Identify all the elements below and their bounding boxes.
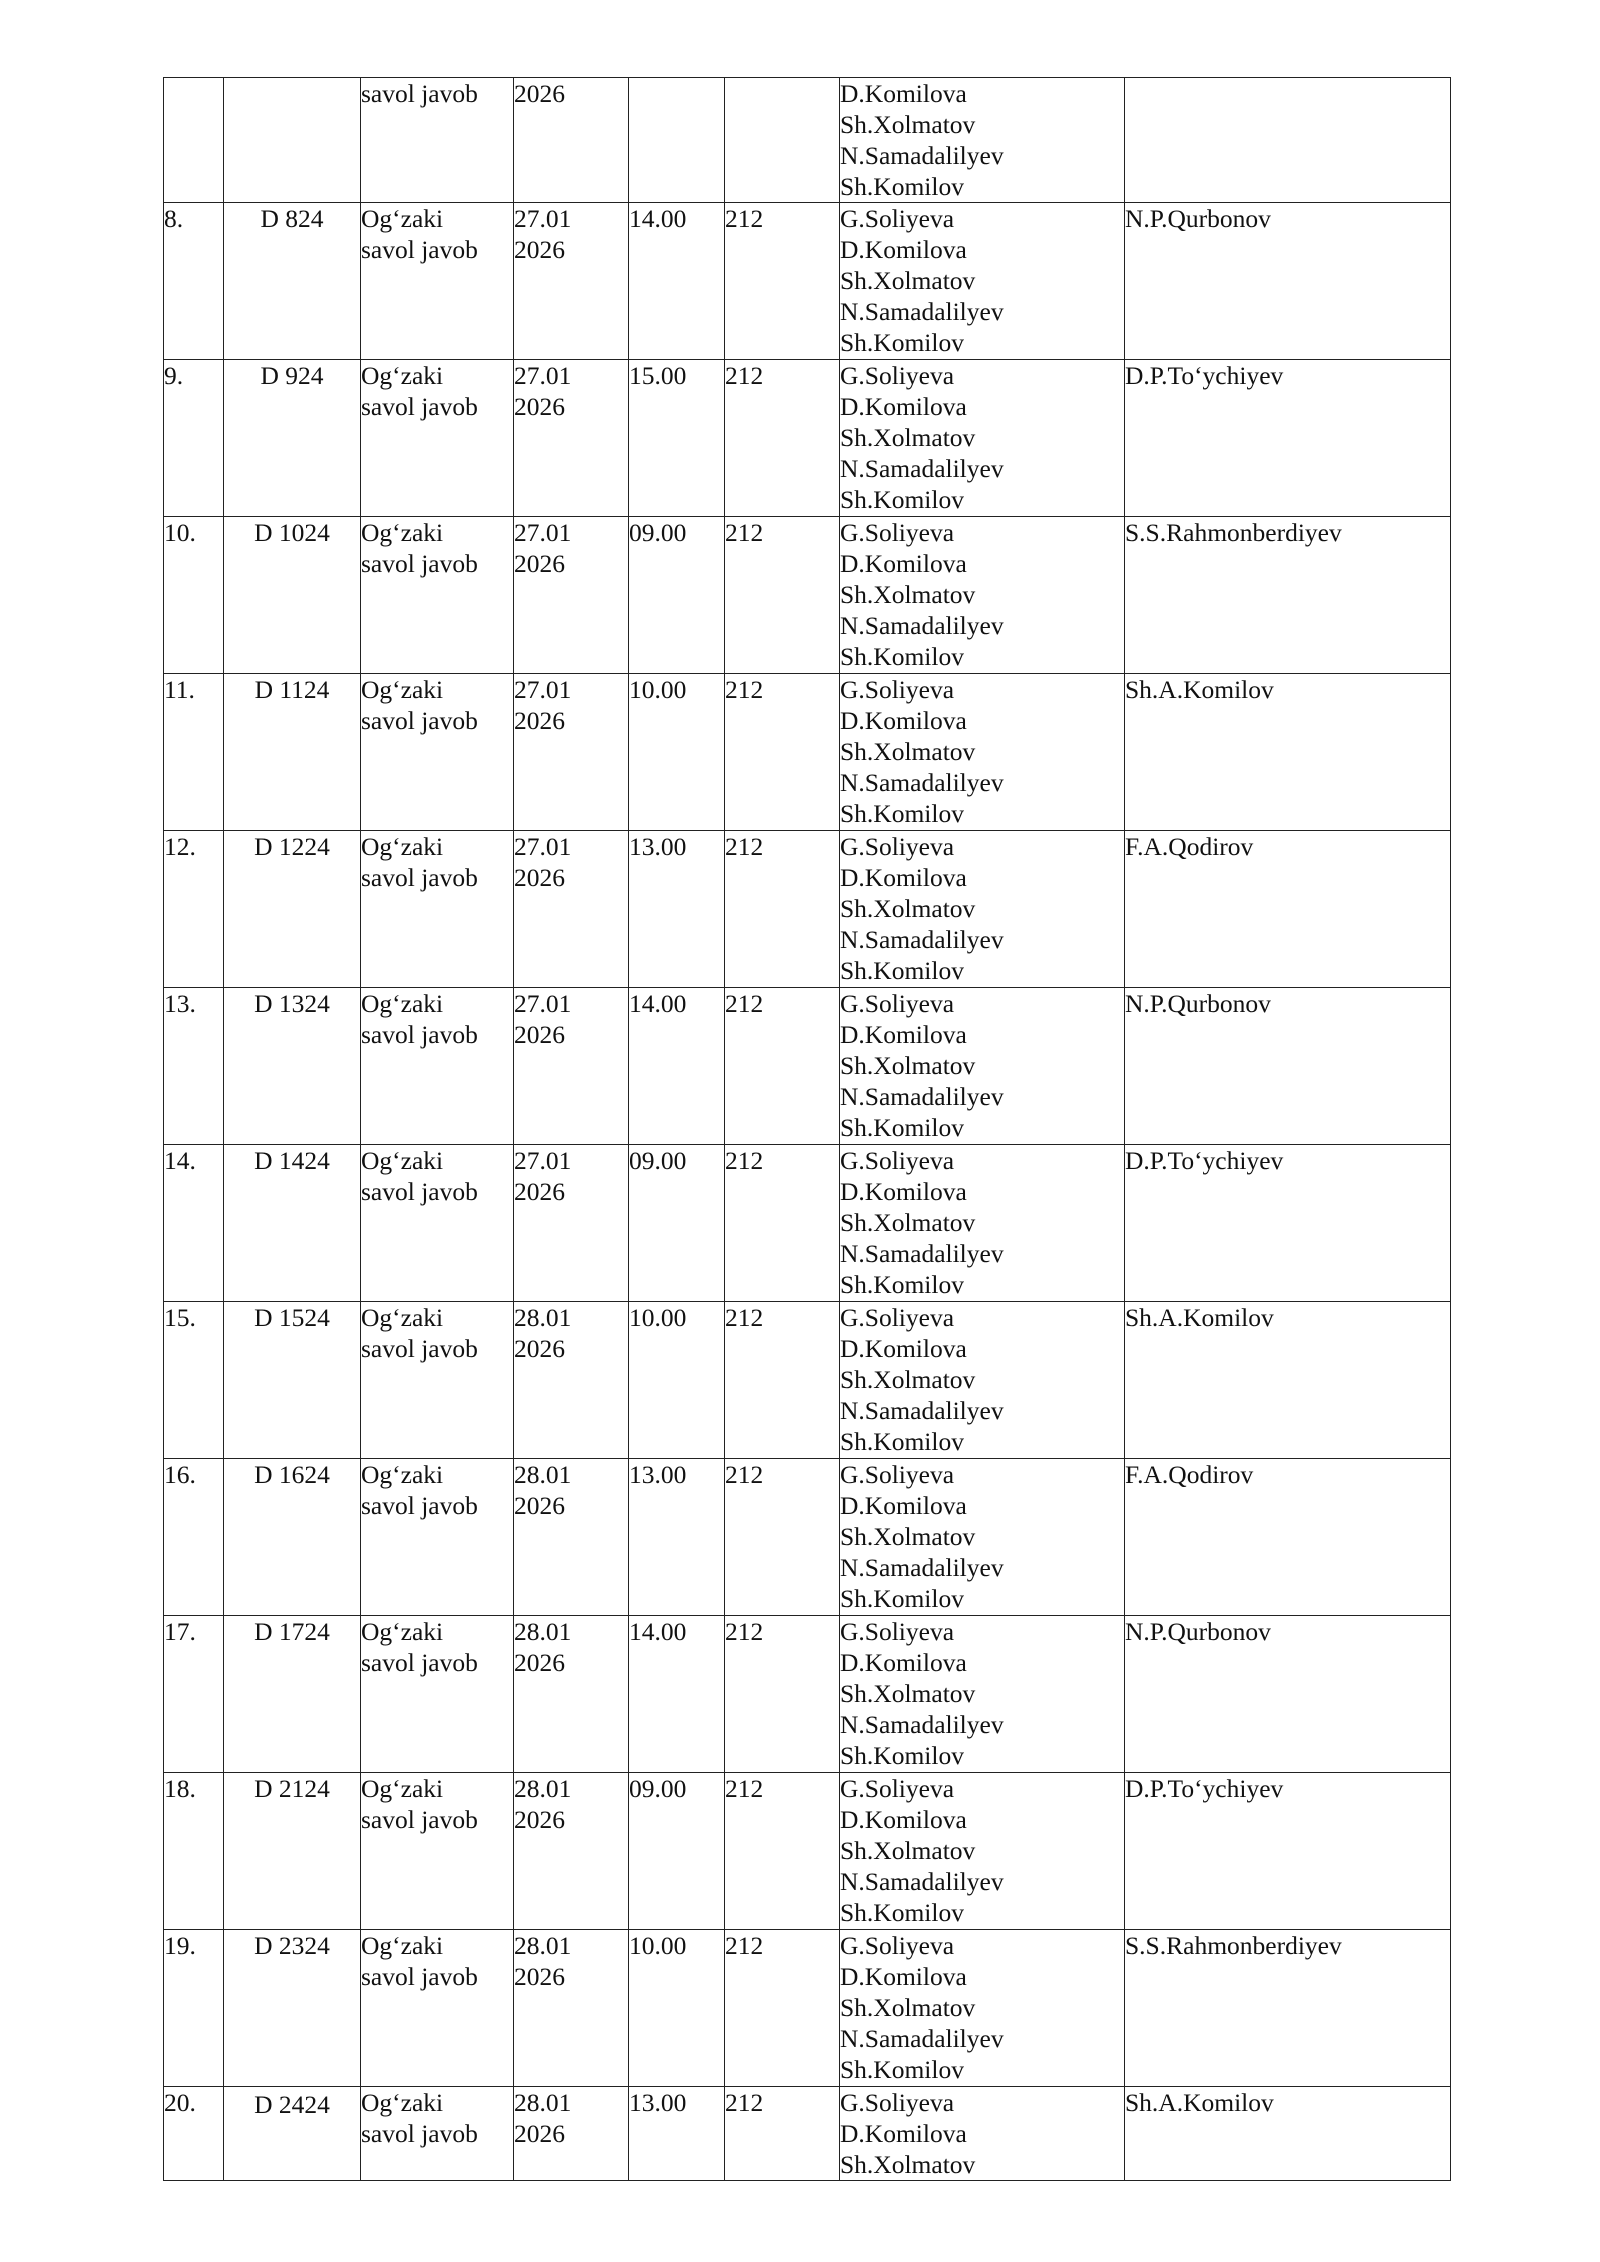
assessment-type-line: Og‘zaki — [361, 675, 444, 704]
committee-member: Sh.Xolmatov — [840, 737, 976, 766]
assessment-type-line: savol javob — [361, 1962, 478, 1991]
assessment-type-line: savol javob — [361, 706, 478, 735]
assessment-type-line: Og‘zaki — [361, 1460, 444, 1489]
committee-member: D.Komilova — [840, 863, 967, 892]
teacher-cell: F.A.Qodirov — [1125, 831, 1451, 988]
time-cell: 09.00 — [629, 1145, 725, 1302]
table-row — [164, 1616, 1451, 1773]
committee-member: N.Samadalilyev — [840, 1867, 1004, 1896]
room-cell: 212 — [725, 1930, 840, 2087]
time-cell: 10.00 — [629, 674, 725, 831]
date-cell — [514, 1302, 629, 1459]
committee-member: Sh.Komilov — [840, 2055, 964, 2084]
time-cell: 13.00 — [629, 2087, 725, 2181]
committee-member: N.Samadalilyev — [840, 1553, 1004, 1582]
assessment-type-line: Og‘zaki — [361, 1931, 444, 1960]
date-line: 2026 — [514, 79, 565, 108]
date-line: 2026 — [514, 1177, 565, 1206]
row-number-cell: 12. — [164, 831, 224, 988]
teacher-cell: D.P.To‘ychiyev — [1125, 1145, 1451, 1302]
committee-cell — [840, 78, 1125, 203]
time-cell: 10.00 — [629, 1930, 725, 2087]
committee-member: Sh.Xolmatov — [840, 1522, 976, 1551]
committee-member: Sh.Xolmatov — [840, 1208, 976, 1237]
committee-cell — [840, 1773, 1125, 1930]
committee-member: D.Komilova — [840, 1491, 967, 1520]
assessment-type-cell — [361, 831, 514, 988]
date-line: 2026 — [514, 1805, 565, 1834]
committee-member: G.Soliyeva — [840, 1617, 955, 1646]
teacher-cell: S.S.Rahmonberdiyev — [1125, 517, 1451, 674]
assessment-type-cell — [361, 674, 514, 831]
committee-member: G.Soliyeva — [840, 989, 955, 1018]
date-line: 27.01 — [514, 518, 572, 547]
committee-member: Sh.Komilov — [840, 172, 964, 201]
date-cell — [514, 78, 629, 203]
row-number-cell — [164, 78, 224, 203]
room-cell: 212 — [725, 1302, 840, 1459]
committee-member: G.Soliyeva — [840, 361, 955, 390]
assessment-type-line: savol javob — [361, 1805, 478, 1834]
committee-member: G.Soliyeva — [840, 2088, 955, 2117]
committee-cell — [840, 360, 1125, 517]
assessment-type-line: savol javob — [361, 1648, 478, 1677]
date-line: 2026 — [514, 863, 565, 892]
committee-member: D.Komilova — [840, 549, 967, 578]
table-row — [164, 1930, 1451, 2087]
committee-member: G.Soliyeva — [840, 832, 955, 861]
time-cell: 13.00 — [629, 1459, 725, 1616]
group-cell: D 1124 — [224, 674, 361, 831]
committee-cell — [840, 1616, 1125, 1773]
assessment-type-line: Og‘zaki — [361, 1774, 444, 1803]
row-number-cell: 16. — [164, 1459, 224, 1616]
row-number-cell: 8. — [164, 203, 224, 360]
assessment-type-line: savol javob — [361, 1177, 478, 1206]
date-cell — [514, 1145, 629, 1302]
room-cell: 212 — [725, 1145, 840, 1302]
row-number-cell: 19. — [164, 1930, 224, 2087]
date-line: 28.01 — [514, 1774, 572, 1803]
table-row — [164, 831, 1451, 988]
date-cell — [514, 1773, 629, 1930]
room-cell: 212 — [725, 1616, 840, 1773]
committee-member: G.Soliyeva — [840, 1460, 955, 1489]
date-line: 2026 — [514, 549, 565, 578]
committee-member: N.Samadalilyev — [840, 925, 1004, 954]
assessment-type-line: savol javob — [361, 1491, 478, 1520]
table-row — [164, 1145, 1451, 1302]
date-line: 27.01 — [514, 204, 572, 233]
group-cell: D 1224 — [224, 831, 361, 988]
committee-cell — [840, 674, 1125, 831]
time-cell — [629, 78, 725, 203]
time-cell: 09.00 — [629, 517, 725, 674]
teacher-cell: N.P.Qurbonov — [1125, 203, 1451, 360]
committee-member: D.Komilova — [840, 1334, 967, 1363]
group-cell: D 1624 — [224, 1459, 361, 1616]
room-cell: 212 — [725, 988, 840, 1145]
teacher-cell: N.P.Qurbonov — [1125, 1616, 1451, 1773]
table-row — [164, 674, 1451, 831]
assessment-type-line: Og‘zaki — [361, 1303, 444, 1332]
table-row — [164, 1459, 1451, 1616]
committee-cell — [840, 988, 1125, 1145]
date-line: 27.01 — [514, 832, 572, 861]
date-cell — [514, 1616, 629, 1773]
group-cell: D 824 — [224, 203, 361, 360]
committee-member: N.Samadalilyev — [840, 1710, 1004, 1739]
date-line: 28.01 — [514, 1460, 572, 1489]
assessment-type-cell — [361, 1773, 514, 1930]
committee-member: G.Soliyeva — [840, 518, 955, 547]
committee-member: Sh.Xolmatov — [840, 110, 976, 139]
teacher-cell: D.P.To‘ychiyev — [1125, 1773, 1451, 1930]
committee-member: Sh.Xolmatov — [840, 1993, 976, 2022]
committee-member: Sh.Xolmatov — [840, 2150, 976, 2179]
date-line: 27.01 — [514, 675, 572, 704]
date-line: 28.01 — [514, 1303, 572, 1332]
room-cell: 212 — [725, 2087, 840, 2181]
teacher-cell: Sh.A.Komilov — [1125, 1302, 1451, 1459]
committee-member: G.Soliyeva — [840, 1931, 955, 1960]
table-row — [164, 2087, 1451, 2181]
table-row — [164, 517, 1451, 674]
assessment-type-line: Og‘zaki — [361, 518, 444, 547]
row-number-cell: 14. — [164, 1145, 224, 1302]
group-cell: D 1724 — [224, 1616, 361, 1773]
room-cell: 212 — [725, 360, 840, 517]
committee-member: Sh.Xolmatov — [840, 1836, 976, 1865]
row-number-cell: 9. — [164, 360, 224, 517]
committee-member: Sh.Komilov — [840, 1741, 964, 1770]
assessment-type-cell — [361, 360, 514, 517]
committee-member: G.Soliyeva — [840, 204, 955, 233]
committee-member: Sh.Xolmatov — [840, 1051, 976, 1080]
date-line: 2026 — [514, 1491, 565, 1520]
committee-member: N.Samadalilyev — [840, 768, 1004, 797]
time-cell: 09.00 — [629, 1773, 725, 1930]
date-cell — [514, 831, 629, 988]
assessment-type-line: Og‘zaki — [361, 204, 444, 233]
time-cell: 14.00 — [629, 203, 725, 360]
assessment-type-line: savol javob — [361, 392, 478, 421]
group-cell: D 2324 — [224, 1930, 361, 2087]
date-cell — [514, 674, 629, 831]
row-number-cell: 17. — [164, 1616, 224, 1773]
committee-member: D.Komilova — [840, 1020, 967, 1049]
table-row-continuation — [164, 78, 1451, 203]
assessment-type-cell — [361, 78, 514, 203]
room-cell — [725, 78, 840, 203]
time-cell: 15.00 — [629, 360, 725, 517]
row-number-cell: 10. — [164, 517, 224, 674]
date-line: 2026 — [514, 1334, 565, 1363]
committee-member: Sh.Xolmatov — [840, 580, 976, 609]
committee-member: D.Komilova — [840, 1805, 967, 1834]
assessment-type-line: savol javob — [361, 2119, 478, 2148]
teacher-cell: F.A.Qodirov — [1125, 1459, 1451, 1616]
committee-member: D.Komilova — [840, 79, 967, 108]
date-line: 28.01 — [514, 1617, 572, 1646]
teacher-cell: Sh.A.Komilov — [1125, 2087, 1451, 2181]
assessment-type-line: savol javob — [361, 863, 478, 892]
committee-cell — [840, 1302, 1125, 1459]
table-row — [164, 1773, 1451, 1930]
committee-member: D.Komilova — [840, 1962, 967, 1991]
date-line: 2026 — [514, 1020, 565, 1049]
assessment-type-cell — [361, 203, 514, 360]
group-cell: D 2424 — [224, 2087, 361, 2181]
room-cell: 212 — [725, 517, 840, 674]
assessment-type-cell — [361, 2087, 514, 2181]
assessment-type-cell — [361, 517, 514, 674]
committee-member: G.Soliyeva — [840, 675, 955, 704]
group-cell: D 1524 — [224, 1302, 361, 1459]
committee-cell — [840, 1145, 1125, 1302]
table-body — [164, 78, 1451, 2181]
committee-cell — [840, 1930, 1125, 2087]
committee-member: D.Komilova — [840, 1648, 967, 1677]
committee-member: Sh.Komilov — [840, 956, 964, 985]
date-line: 2026 — [514, 1962, 565, 1991]
date-line: 2026 — [514, 235, 565, 264]
assessment-type-line: Og‘zaki — [361, 832, 444, 861]
time-cell: 10.00 — [629, 1302, 725, 1459]
committee-member: N.Samadalilyev — [840, 611, 1004, 640]
date-line: 28.01 — [514, 2088, 572, 2117]
assessment-type-cell — [361, 1145, 514, 1302]
committee-member: Sh.Komilov — [840, 1113, 964, 1142]
room-cell: 212 — [725, 1459, 840, 1616]
date-cell — [514, 2087, 629, 2181]
committee-member: G.Soliyeva — [840, 1774, 955, 1803]
teacher-cell: Sh.A.Komilov — [1125, 674, 1451, 831]
assessment-type-line: savol javob — [361, 235, 478, 264]
committee-cell — [840, 2087, 1125, 2181]
teacher-cell: S.S.Rahmonberdiyev — [1125, 1930, 1451, 2087]
date-line: 27.01 — [514, 1146, 572, 1175]
date-cell — [514, 1459, 629, 1616]
date-cell — [514, 517, 629, 674]
committee-cell — [840, 1459, 1125, 1616]
table-row — [164, 988, 1451, 1145]
assessment-type-line: savol javob — [361, 1334, 478, 1363]
committee-member: Sh.Komilov — [840, 1898, 964, 1927]
assessment-type-line: Og‘zaki — [361, 1146, 444, 1175]
committee-member: D.Komilova — [840, 235, 967, 264]
committee-member: Sh.Komilov — [840, 1427, 964, 1456]
assessment-type-line: savol javob — [361, 79, 478, 108]
committee-member: Sh.Xolmatov — [840, 266, 976, 295]
time-cell: 14.00 — [629, 988, 725, 1145]
assessment-type-line: Og‘zaki — [361, 361, 444, 390]
group-cell: D 1424 — [224, 1145, 361, 1302]
row-number-cell: 15. — [164, 1302, 224, 1459]
committee-member: Sh.Xolmatov — [840, 423, 976, 452]
teacher-cell: N.P.Qurbonov — [1125, 988, 1451, 1145]
committee-cell — [840, 831, 1125, 988]
committee-member: N.Samadalilyev — [840, 1239, 1004, 1268]
committee-member: N.Samadalilyev — [840, 1082, 1004, 1111]
group-cell: D 2124 — [224, 1773, 361, 1930]
exam-schedule-table — [163, 77, 1451, 2181]
assessment-type-line: Og‘zaki — [361, 989, 444, 1018]
row-number-cell: 13. — [164, 988, 224, 1145]
row-number-cell: 11. — [164, 674, 224, 831]
assessment-type-line: Og‘zaki — [361, 1617, 444, 1646]
committee-member: Sh.Komilov — [840, 642, 964, 671]
room-cell: 212 — [725, 674, 840, 831]
committee-member: D.Komilova — [840, 392, 967, 421]
date-line: 2026 — [514, 2119, 565, 2148]
committee-member: Sh.Komilov — [840, 328, 964, 357]
room-cell: 212 — [725, 203, 840, 360]
committee-member: D.Komilova — [840, 706, 967, 735]
table-row — [164, 1302, 1451, 1459]
group-cell: D 1324 — [224, 988, 361, 1145]
assessment-type-line: savol javob — [361, 1020, 478, 1049]
date-line: 28.01 — [514, 1931, 572, 1960]
date-line: 2026 — [514, 1648, 565, 1677]
committee-member: D.Komilova — [840, 1177, 967, 1206]
teacher-cell: D.P.To‘ychiyev — [1125, 360, 1451, 517]
time-cell: 14.00 — [629, 1616, 725, 1773]
group-cell: D 1024 — [224, 517, 361, 674]
date-cell — [514, 1930, 629, 2087]
committee-member: N.Samadalilyev — [840, 2024, 1004, 2053]
teacher-cell — [1125, 78, 1451, 203]
committee-member: Sh.Xolmatov — [840, 894, 976, 923]
room-cell: 212 — [725, 1773, 840, 1930]
assessment-type-cell — [361, 1302, 514, 1459]
row-number-cell: 20. — [164, 2087, 224, 2181]
date-line: 27.01 — [514, 989, 572, 1018]
committee-member: Sh.Komilov — [840, 485, 964, 514]
room-cell: 212 — [725, 831, 840, 988]
committee-cell — [840, 203, 1125, 360]
assessment-type-cell — [361, 988, 514, 1145]
committee-member: Sh.Komilov — [840, 1270, 964, 1299]
date-line: 27.01 — [514, 361, 572, 390]
date-line: 2026 — [514, 392, 565, 421]
assessment-type-cell — [361, 1459, 514, 1616]
committee-member: N.Samadalilyev — [840, 297, 1004, 326]
committee-member: Sh.Komilov — [840, 1584, 964, 1613]
committee-member: G.Soliyeva — [840, 1303, 955, 1332]
committee-member: D.Komilova — [840, 2119, 967, 2148]
committee-member: G.Soliyeva — [840, 1146, 955, 1175]
time-cell: 13.00 — [629, 831, 725, 988]
committee-member: Sh.Komilov — [840, 799, 964, 828]
assessment-type-line: Og‘zaki — [361, 2088, 444, 2117]
committee-member: Sh.Xolmatov — [840, 1365, 976, 1394]
date-cell — [514, 988, 629, 1145]
committee-member: Sh.Xolmatov — [840, 1679, 976, 1708]
assessment-type-cell — [361, 1616, 514, 1773]
committee-member: N.Samadalilyev — [840, 454, 1004, 483]
row-number-cell: 18. — [164, 1773, 224, 1930]
committee-cell — [840, 517, 1125, 674]
date-cell — [514, 203, 629, 360]
table-row — [164, 360, 1451, 517]
date-line: 2026 — [514, 706, 565, 735]
committee-member: N.Samadalilyev — [840, 1396, 1004, 1425]
assessment-type-line: savol javob — [361, 549, 478, 578]
committee-member: N.Samadalilyev — [840, 141, 1004, 170]
assessment-type-cell — [361, 1930, 514, 2087]
table-row — [164, 203, 1451, 360]
group-cell — [224, 78, 361, 203]
date-cell — [514, 360, 629, 517]
group-cell: D 924 — [224, 360, 361, 517]
